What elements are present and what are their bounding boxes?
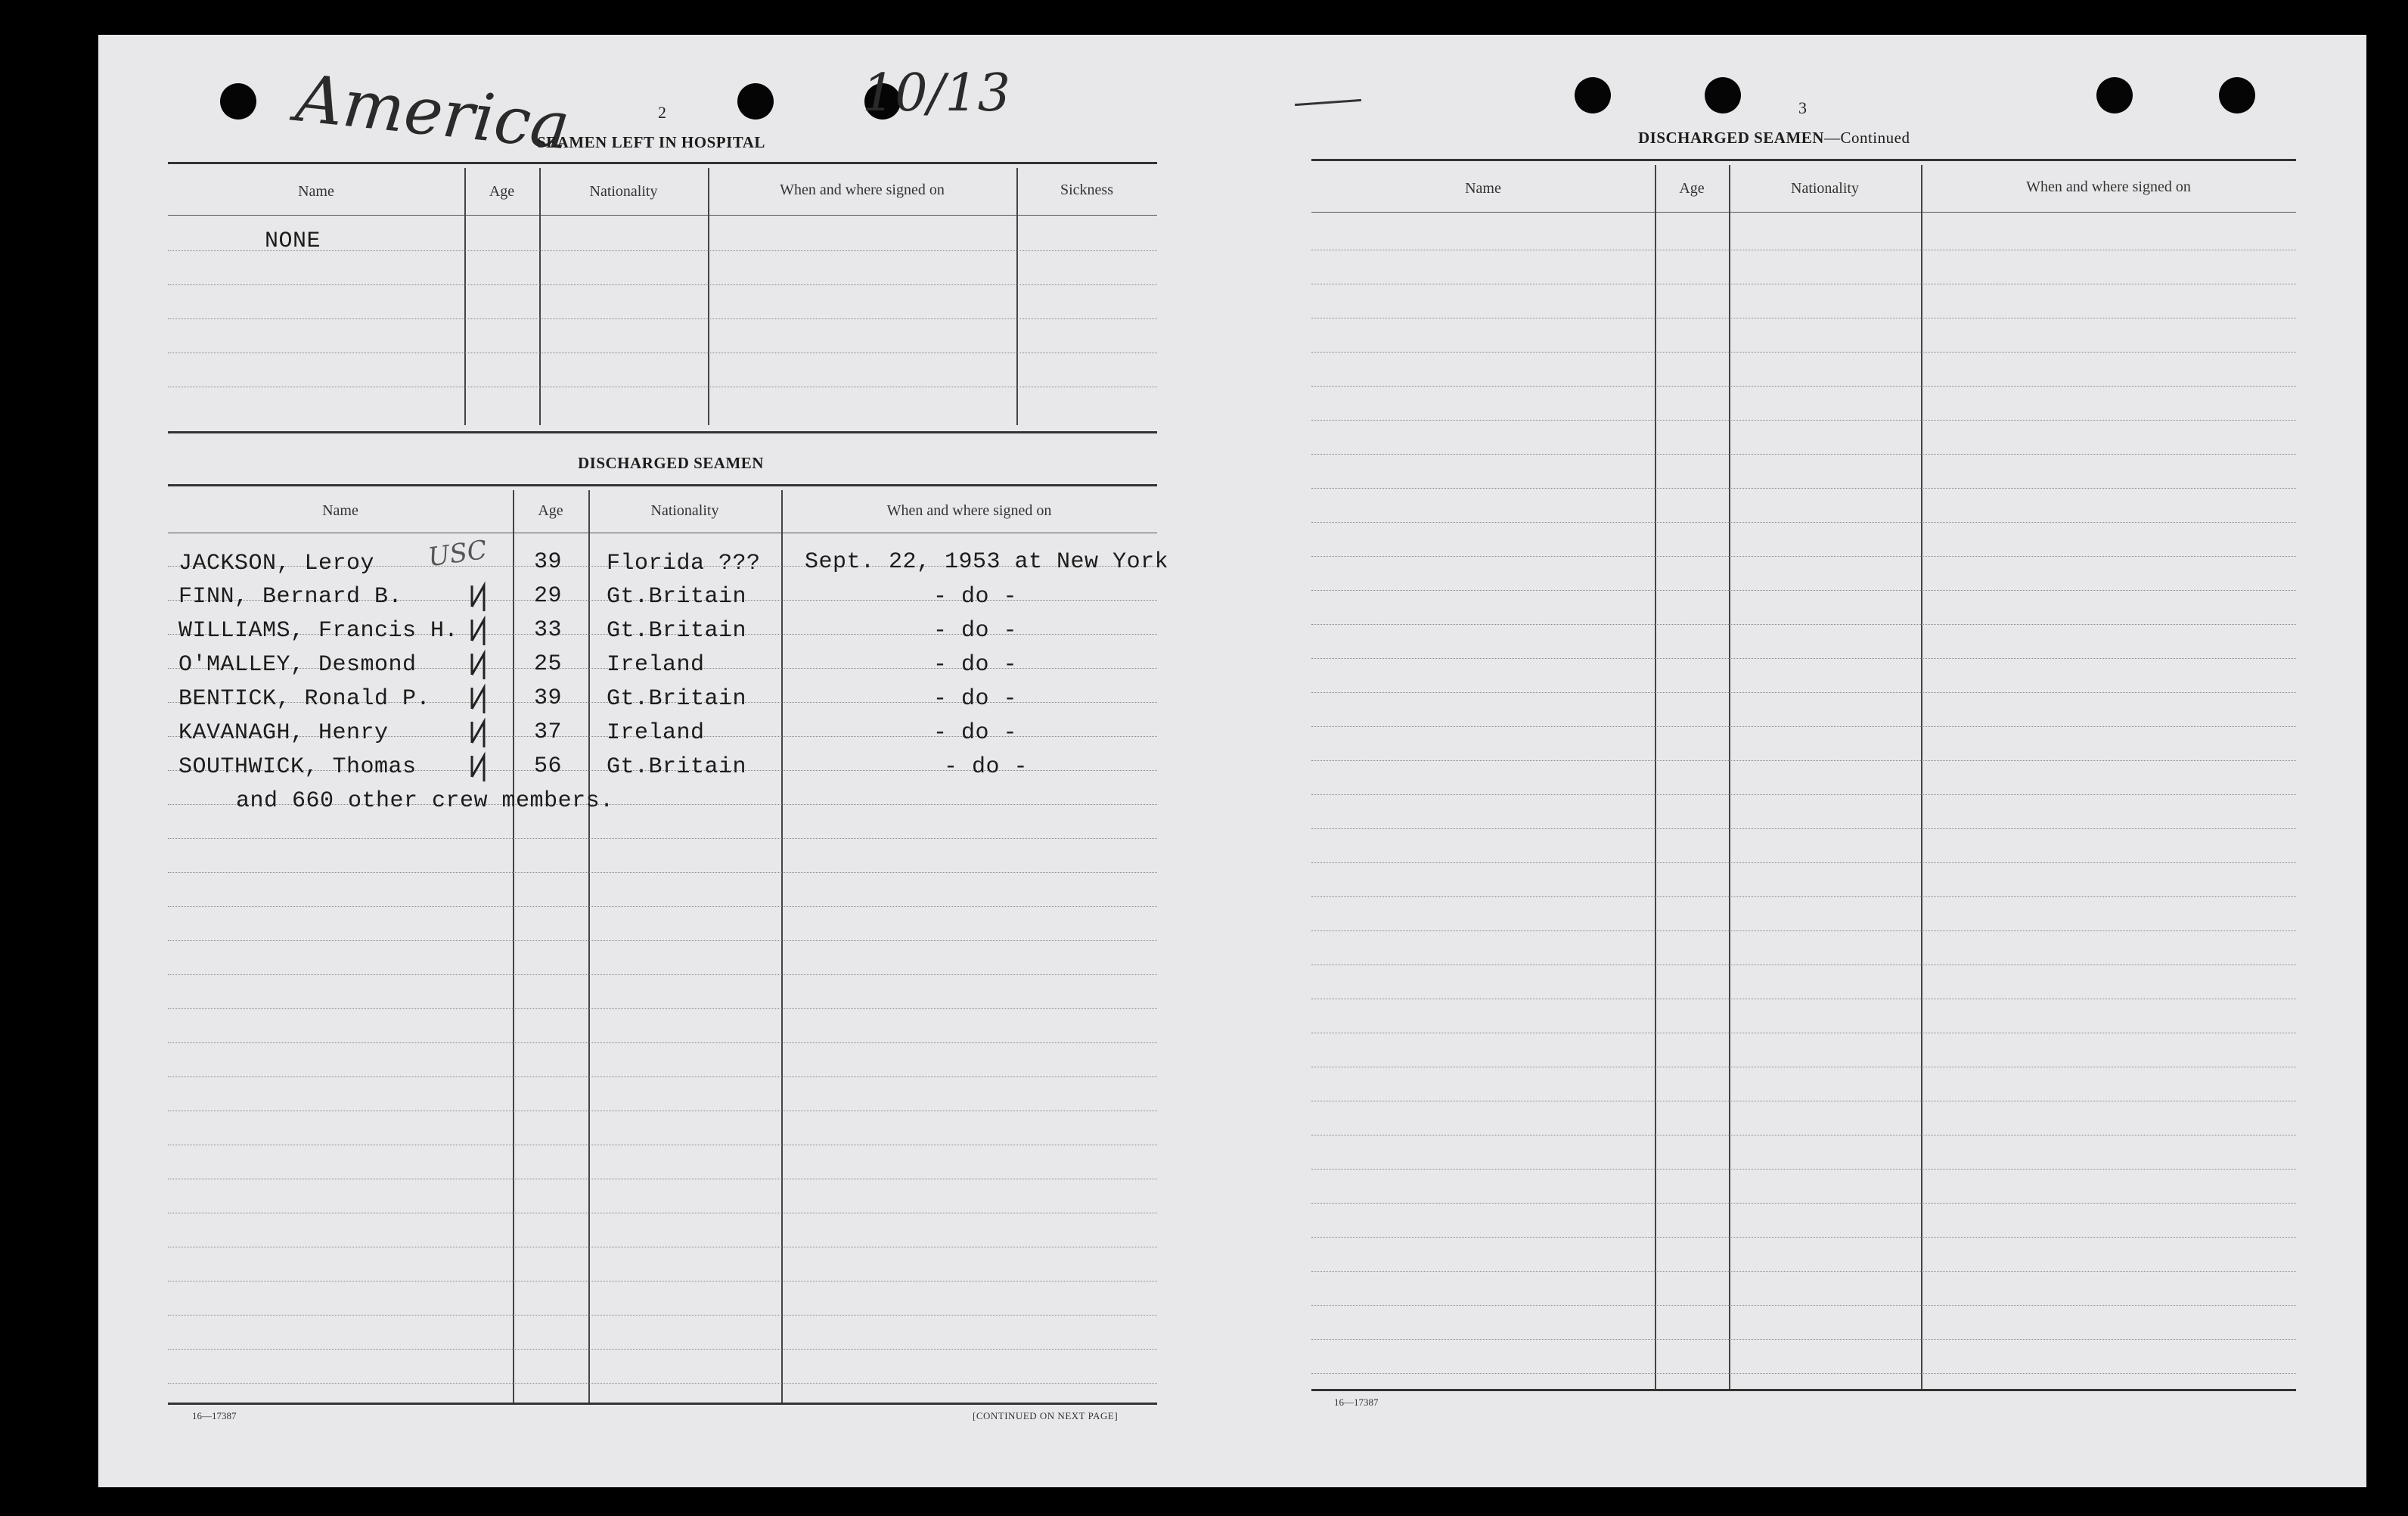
crew-age: 39 xyxy=(534,549,563,575)
crew-nationality: Ireland xyxy=(607,720,705,746)
punch-hole xyxy=(220,83,256,120)
ruled-line xyxy=(1311,1339,2296,1340)
hospital-col-name: Name xyxy=(298,183,334,200)
crew-nationality: Gt.Britain xyxy=(607,618,747,644)
hospital-col-nationality: Nationality xyxy=(589,183,658,200)
discharged-col-divider xyxy=(513,490,514,1403)
discharged-col-divider xyxy=(588,490,590,1403)
crew-age: 56 xyxy=(534,753,563,779)
ruled-line xyxy=(1311,794,2296,795)
ruled-line xyxy=(1311,1271,2296,1272)
punch-hole xyxy=(2219,77,2255,113)
ruled-line xyxy=(1311,726,2296,727)
right-col-divider xyxy=(1655,165,1656,1389)
right-col-divider xyxy=(1729,165,1730,1389)
ruled-line xyxy=(1311,522,2296,523)
ruled-line xyxy=(168,906,1157,907)
hospital-col-age: Age xyxy=(489,183,515,200)
ruled-line xyxy=(1311,760,2296,761)
discharged-col-signed-on: When and where signed on xyxy=(886,502,1052,519)
crew-name: JACKSON, Leroy xyxy=(178,551,375,576)
crew-signed-on: Sept. 22, 1953 at New York xyxy=(805,549,1169,575)
ship-name-handwritten: America xyxy=(292,61,573,165)
crew-age: 39 xyxy=(534,685,563,711)
check-mark-icon xyxy=(469,581,487,614)
ruled-line xyxy=(168,1383,1157,1384)
crew-name: KAVANAGH, Henry xyxy=(178,720,389,746)
hospital-table-top-rule xyxy=(168,162,1157,164)
hospital-table-bottom-rule xyxy=(168,431,1157,433)
punch-hole xyxy=(1705,77,1741,113)
crew-age: 29 xyxy=(534,583,563,609)
discharged-col-divider xyxy=(781,490,783,1403)
continued-title-suffix: —Continued xyxy=(1823,129,1910,147)
ruled-line xyxy=(168,872,1157,873)
crew-name: WILLIAMS, Francis H. xyxy=(178,618,459,644)
ruled-line xyxy=(1311,590,2296,591)
discharged-col-name: Name xyxy=(322,502,358,519)
punch-hole xyxy=(737,83,774,120)
check-mark-icon xyxy=(469,615,487,648)
ruled-line xyxy=(1311,386,2296,387)
crew-signed-on: - do - xyxy=(933,618,1018,644)
punch-hole xyxy=(1575,77,1611,113)
crew-signed-on: - do - xyxy=(933,686,1018,712)
page-number-right: 3 xyxy=(1798,98,1807,117)
ruled-line xyxy=(1311,352,2296,353)
crew-nationality: Gt.Britain xyxy=(607,754,747,780)
continued-note: [CONTINUED ON NEXT PAGE] xyxy=(973,1410,1119,1421)
crew-nationality: Ireland xyxy=(607,652,705,678)
ruled-line xyxy=(168,318,1157,319)
ruled-line xyxy=(168,1076,1157,1077)
ruled-line xyxy=(1311,930,2296,931)
ruled-line xyxy=(1311,862,2296,863)
ruled-line xyxy=(168,1349,1157,1350)
crew-signed-on: - do - xyxy=(944,754,1029,780)
crew-signed-on: - do - xyxy=(933,652,1018,678)
ruled-line xyxy=(1311,454,2296,455)
discharged-table-top-rule xyxy=(168,484,1157,486)
hospital-col-signed-on: When and where signed on xyxy=(780,182,945,198)
crew-name: SOUTHWICK, Thomas xyxy=(178,754,417,780)
crew-age: 25 xyxy=(534,651,563,677)
ruled-line xyxy=(168,838,1157,839)
crew-age: 33 xyxy=(534,617,563,643)
hospital-header-rule xyxy=(168,215,1157,216)
ruled-line xyxy=(1311,1169,2296,1170)
crew-name: O'MALLEY, Desmond xyxy=(178,652,417,678)
pen-stroke xyxy=(1295,99,1361,106)
ruled-line xyxy=(168,974,1157,975)
crew-name: BENTICK, Ronald P. xyxy=(178,686,431,712)
crew-nationality: Florida ??? xyxy=(607,551,761,576)
manifest-sheet xyxy=(98,35,2366,1487)
discharged-col-nationality: Nationality xyxy=(650,502,719,519)
ruled-line xyxy=(1311,692,2296,693)
right-col-name: Name xyxy=(1465,180,1501,197)
continued-section-title xyxy=(1638,129,1910,148)
discharged-col-age: Age xyxy=(538,502,563,519)
ruled-line xyxy=(168,1042,1157,1043)
hospital-entry: NONE xyxy=(265,228,321,254)
form-number-right: 16—17387 xyxy=(1334,1396,1379,1408)
right-col-age: Age xyxy=(1679,180,1705,197)
crew-nationality: Gt.Britain xyxy=(607,686,747,712)
ruled-line xyxy=(1311,1237,2296,1238)
ruled-line xyxy=(168,1315,1157,1316)
hospital-section-title: SEAMEN LEFT IN HOSPITAL xyxy=(537,133,765,151)
page-number-left: 2 xyxy=(658,103,666,122)
right-col-signed-on: When and where signed on xyxy=(2026,179,2191,195)
right-table-bottom-rule xyxy=(1311,1389,2296,1391)
right-table-top-rule xyxy=(1311,159,2296,161)
crew-nationality: Gt.Britain xyxy=(607,584,747,610)
check-mark-icon xyxy=(469,683,487,716)
ruled-line xyxy=(1311,1203,2296,1204)
right-col-divider xyxy=(1921,165,1922,1389)
check-mark-icon xyxy=(469,649,487,682)
ruled-line xyxy=(1311,828,2296,829)
check-mark-icon xyxy=(469,717,487,750)
ruled-line xyxy=(1311,488,2296,489)
ruled-line xyxy=(1311,1305,2296,1306)
crew-name: FINN, Bernard B. xyxy=(178,584,403,610)
punch-hole xyxy=(2096,77,2133,113)
discharged-section-title: DISCHARGED SEAMEN xyxy=(578,454,764,472)
ruled-line xyxy=(1311,896,2296,897)
form-number-left: 16—17387 xyxy=(192,1410,237,1421)
ruled-line xyxy=(1311,1373,2296,1374)
discharged-table-bottom-rule xyxy=(168,1403,1157,1405)
ruled-line xyxy=(1311,658,2296,659)
ruled-line xyxy=(168,1008,1157,1009)
right-header-rule xyxy=(1311,212,2296,213)
crew-signed-on: - do - xyxy=(933,720,1018,746)
right-col-nationality: Nationality xyxy=(1791,180,1859,197)
crew-signed-on: - do - xyxy=(933,584,1018,610)
crew-age: 37 xyxy=(534,719,563,745)
ruled-line xyxy=(1311,556,2296,557)
crew-footer-line: and 660 other crew members. xyxy=(236,788,614,814)
margin-note-handwritten: USC xyxy=(426,534,489,573)
ruled-line xyxy=(168,284,1157,285)
ruled-line xyxy=(168,940,1157,941)
date-mark-handwritten: 10/13 xyxy=(862,64,1010,123)
hospital-col-sickness: Sickness xyxy=(1060,182,1113,198)
check-mark-icon xyxy=(469,751,487,784)
ruled-line xyxy=(1311,420,2296,421)
ruled-line xyxy=(1311,624,2296,625)
continued-title-main: DISCHARGED SEAMEN xyxy=(1638,129,1824,147)
